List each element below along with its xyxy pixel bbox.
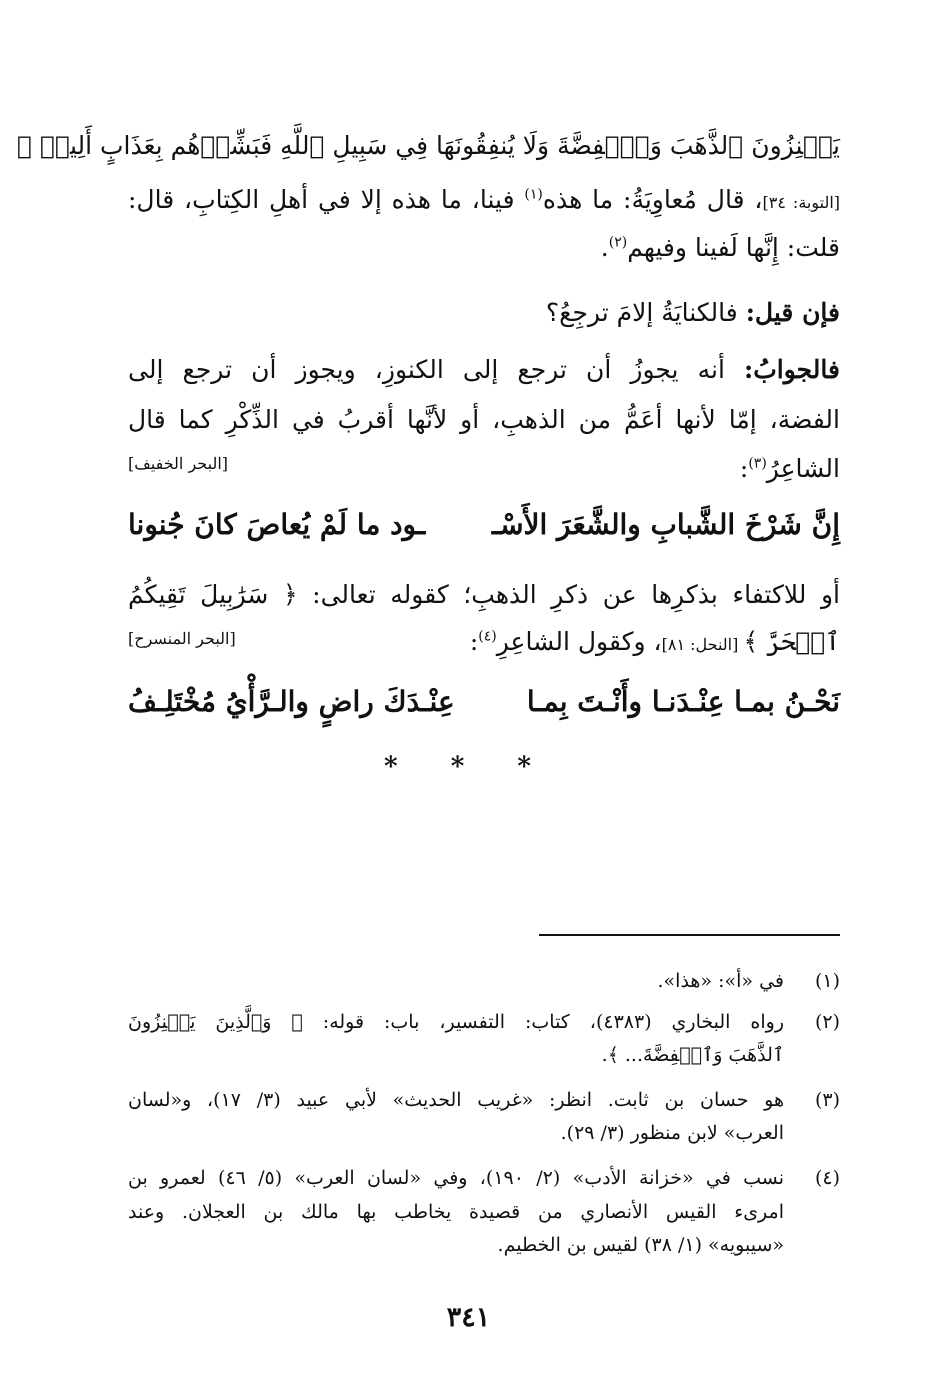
text-run: أنه يجوزُ أن ترجع إلى الكنوزِ، ويجوز أن ترجع إلى — [128, 355, 745, 384]
text-run: . — [600, 233, 609, 262]
text-run: قلت: إِنَّها لَفينا وفيهم — [627, 233, 840, 262]
lead-word: فإن قيل: — [745, 298, 840, 327]
footnote-text: في «أ»: «هذا». — [657, 970, 784, 992]
quran-verse: يَكۡنِزُونَ ٱلذَّهَبَ وَٱلۡفِضَّةَ وَلَا يُنفِقُونَهَا فِي سَبِيلِ ٱللَّهِ فَبَشِّرۡهُم بِعَذَابٍ أَلِيمٖ ﴾ — [17, 131, 840, 160]
text-run: : — [469, 627, 479, 656]
footnote-number: (٢) — [814, 1011, 840, 1033]
text-line — [17, 126, 840, 166]
footnote — [128, 1007, 840, 1069]
poem-hemistich-second: ـود ما لَمْ يُعاصَ كانَ جُنونا — [128, 508, 426, 541]
text-line — [128, 400, 840, 440]
text-run: الشاعِرُ — [766, 454, 840, 483]
text-run: ، قال مُعاوِيَةُ: ما هذه — [542, 185, 763, 214]
footnote-reference: (٤) — [478, 628, 497, 645]
text-run: فالكنايَةُ إلامَ ترجِعُ؟ — [545, 298, 746, 327]
citation: [النحل: ٨١] — [661, 635, 744, 654]
section-separator-stars: * * * — [384, 752, 553, 782]
text-run: الفضة، إمّا لأنها أعَمُّ من الذهبِ، أو لأنَّها أقربُ في الذِّكْرِ كما قال — [128, 405, 840, 434]
text-line — [128, 228, 840, 268]
poem-hemistich-first: نَحْـنُ بمـا عِنْـدَنـا وأَنْـتَ بِمـا — [526, 685, 840, 718]
footnote-text: هو حسان بن ثابت. انظر: «غريب الحديث» لأبي عبيد (٣/ ١٧)، و«لسان — [128, 1089, 784, 1111]
footnote-text: امرىء القيس الأنصاري من قصيدة يخاطب بها مالك بن العجلان. وعند — [128, 1201, 784, 1223]
footnote-text: رواه البخاري (٤٣٨٣)، كتاب: التفسير، باب: قوله: ﴿ وَٱلَّذِينَ يَكۡنِزُونَ — [128, 1011, 784, 1033]
poem-hemistich-first: إِنَّ شَرْخَ الشَّبابِ والشَّعَرَ الأَسْـ — [491, 508, 840, 541]
page-number: ٣٤١ — [446, 1302, 491, 1333]
footnote-number: (٤) — [814, 1167, 840, 1189]
text-run: : — [739, 454, 749, 483]
text-run: ، وكقول الشاعِرِ — [496, 627, 662, 656]
question-line — [128, 293, 840, 333]
poetic-meter-label: [البحر المنسرح] — [128, 629, 236, 648]
footnote — [128, 966, 840, 997]
footnote-text: «سيبويه» (١/ ٣٨) لقيس بن الخطيم. — [497, 1234, 784, 1256]
citation: [التوبة: ٣٤] — [762, 193, 841, 212]
poetic-meter-label: [البحر الخفيف] — [128, 454, 229, 473]
footnote-number: (٣) — [814, 1089, 840, 1111]
text-line — [128, 575, 840, 615]
footnote-text: ٱلذَّهَبَ وَٱلۡفِضَّةَ... ﴾. — [601, 1044, 784, 1066]
poem-hemistich-second: عِنْـدَكَ راضٍ والـرَّأْيُ مُخْتَلِـفُ — [128, 685, 455, 718]
footnote-separator — [539, 934, 840, 936]
text-run: فينا، ما هذه إلا في أهلِ الكِتابِ، قال: — [128, 185, 525, 214]
text-line — [128, 449, 840, 489]
footnote-reference: (١) — [524, 186, 543, 203]
text-line — [128, 350, 840, 390]
text-run: أو للاكتفاء بذكرِها عن ذكرِ الذهبِ؛ كقوله تعالى: ﴿ سَرَٰبِيلَ تَقِيكُمُ — [128, 580, 840, 609]
footnote-text: نسب في «خزانة الأدب» (٢/ ١٩٠)، وفي «لسان العرب» (٥/ ٤٦) لعمرو بن — [128, 1167, 784, 1189]
footnote — [128, 1085, 840, 1147]
footnote-number: (١) — [814, 970, 840, 992]
footnote — [128, 1163, 840, 1263]
footnote-reference: (٣) — [748, 455, 767, 472]
lead-word: فالجوابُ: — [744, 355, 840, 384]
footnote-reference: (٢) — [608, 234, 628, 251]
text-line — [128, 180, 840, 223]
footnote-text: العرب» لابن منظور (٣/ ٢٩). — [560, 1122, 784, 1144]
quran-verse: ٱلۡحَرَّ ﴾ — [743, 627, 840, 656]
